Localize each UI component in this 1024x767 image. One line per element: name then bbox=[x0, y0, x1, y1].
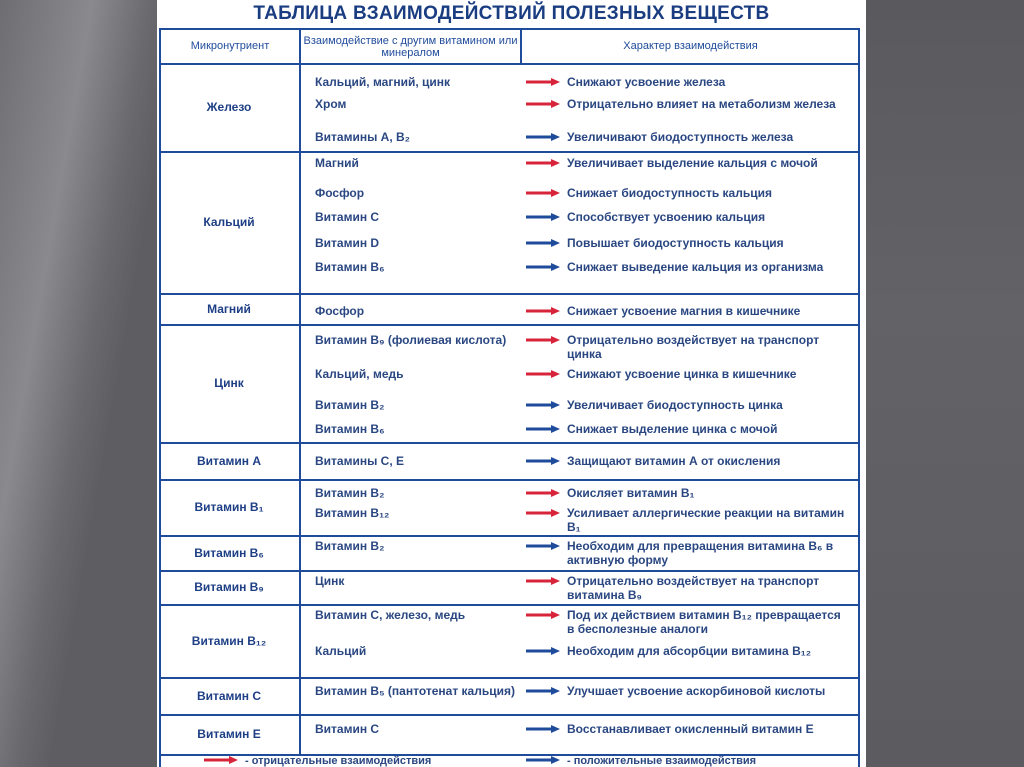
positive-arrow-icon bbox=[525, 541, 561, 551]
group-divider bbox=[159, 479, 860, 481]
negative-arrow-icon bbox=[525, 77, 561, 87]
positive-arrow-icon bbox=[525, 132, 561, 142]
interaction-partner: Фосфор bbox=[315, 304, 365, 318]
legend-negative-arrow-icon bbox=[203, 755, 239, 765]
legend-positive-arrow-icon bbox=[525, 755, 561, 765]
page-title: ТАБЛИЦА ВЗАИМОДЕЙСТВИЙ ПОЛЕЗНЫХ ВЕЩЕСТВ bbox=[253, 3, 770, 24]
interaction-partner: Хром bbox=[315, 97, 347, 111]
interaction-description: Увеличивает биодоступность цинка bbox=[567, 398, 783, 412]
micronutrient-name: Витамин B₉ bbox=[194, 580, 264, 594]
micronutrient-name: Железо bbox=[206, 100, 252, 114]
header-interaction: Взаимодействие с другим витамином или минералом bbox=[303, 35, 518, 59]
interaction-description: Окисляет витамин B₁ bbox=[567, 486, 695, 500]
interaction-partner: Витамин B₆ bbox=[315, 260, 385, 274]
interaction-description: Увеличивает выделение кальция с мочой bbox=[567, 156, 818, 170]
positive-arrow-icon bbox=[525, 400, 561, 410]
interaction-description: Отрицательно воздействует на транспорт витамина B₉ bbox=[567, 574, 820, 602]
interaction-description: Необходим для абсорбции витамина B₁₂ bbox=[567, 644, 812, 658]
positive-arrow-icon bbox=[525, 238, 561, 248]
interaction-partner: Витамин B₂ bbox=[315, 539, 385, 553]
micronutrient-name: Цинк bbox=[214, 376, 244, 390]
header-divider bbox=[159, 63, 860, 65]
interaction-description: Снижают усвоение цинка в кишечнике bbox=[567, 367, 797, 381]
interaction-description: Увеличивают биодоступность железа bbox=[567, 130, 794, 144]
negative-arrow-icon bbox=[525, 158, 561, 168]
group-divider bbox=[159, 677, 860, 679]
background-right bbox=[866, 0, 1024, 767]
negative-arrow-icon bbox=[525, 610, 561, 620]
micronutrient-name: Витамин А bbox=[196, 453, 262, 468]
positive-arrow-icon bbox=[525, 646, 561, 656]
interaction-description: Необходим для превращения витамина B₆ в активную форму bbox=[567, 539, 834, 567]
legend-positive-label: - положительные взаимодействия bbox=[567, 755, 757, 767]
negative-arrow-icon bbox=[525, 508, 561, 518]
negative-arrow-icon bbox=[525, 488, 561, 498]
negative-arrow-icon bbox=[525, 99, 561, 109]
group-divider bbox=[159, 570, 860, 572]
column-divider-2 bbox=[520, 28, 522, 64]
negative-arrow-icon bbox=[525, 306, 561, 316]
group-divider bbox=[159, 151, 860, 153]
interaction-description: Снижает усвоение магния в кишечнике bbox=[567, 304, 801, 318]
group-divider bbox=[159, 714, 860, 716]
micronutrient-name: Магний bbox=[207, 301, 251, 316]
interaction-description: Способствует усвоению кальция bbox=[567, 210, 766, 224]
column-divider-1 bbox=[299, 28, 301, 755]
positive-arrow-icon bbox=[525, 424, 561, 434]
micronutrient-name: Витамин B₆ bbox=[194, 545, 264, 560]
interaction-partner: Кальций, магний, цинк bbox=[315, 75, 451, 89]
negative-arrow-icon bbox=[525, 188, 561, 198]
negative-arrow-icon bbox=[525, 369, 561, 379]
interaction-partner: Витамин B₅ (пантотенат кальция) bbox=[315, 684, 515, 698]
interaction-partner: Витамин B₁₂ bbox=[315, 506, 390, 520]
micronutrient-name: Витамин B₁₂ bbox=[191, 633, 267, 648]
interaction-partner: Фосфор bbox=[315, 186, 365, 200]
interaction-partner: Витамин B₉ (фолиевая кислота) bbox=[315, 333, 507, 347]
group-divider bbox=[159, 535, 860, 537]
interaction-description: Защищают витамин А от окисления bbox=[567, 454, 781, 468]
interaction-partner: Витамин С bbox=[315, 722, 380, 736]
group-divider bbox=[159, 604, 860, 606]
interaction-description: Отрицательно влияет на метаболизм железа bbox=[567, 97, 836, 111]
interaction-description: Повышает биодоступность кальция bbox=[567, 236, 784, 250]
interaction-partner: Витамин С, железо, медь bbox=[315, 608, 466, 622]
group-divider bbox=[159, 293, 860, 295]
positive-arrow-icon bbox=[525, 262, 561, 272]
header-micronutrient: Микронутриент bbox=[190, 40, 270, 52]
micronutrient-name: Кальций bbox=[203, 215, 255, 229]
group-divider bbox=[159, 324, 860, 326]
interaction-description: Снижают усвоение железа bbox=[567, 75, 726, 89]
interaction-description: Отрицательно воздействует на транспорт цинка bbox=[567, 333, 820, 361]
micronutrient-name: Витамин С bbox=[196, 688, 262, 703]
interaction-partner: Витамины С, Е bbox=[315, 454, 405, 468]
slide bbox=[157, 0, 866, 767]
positive-arrow-icon bbox=[525, 724, 561, 734]
interaction-partner: Витамины А, B₂ bbox=[315, 130, 411, 144]
header-character: Характер взаимодействия bbox=[623, 40, 758, 52]
interaction-description: Под их действием витамин B₁₂ превращается в бесполезные аналоги bbox=[567, 608, 841, 636]
group-divider bbox=[159, 442, 860, 444]
interaction-description: Снижает выведение кальция из организма bbox=[567, 260, 824, 274]
interaction-partner: Витамин B₆ bbox=[315, 422, 385, 436]
positive-arrow-icon bbox=[525, 212, 561, 222]
positive-arrow-icon bbox=[525, 686, 561, 696]
negative-arrow-icon bbox=[525, 335, 561, 345]
interaction-partner: Цинк bbox=[315, 574, 345, 588]
legend-negative-label: - отрицательные взаимодействия bbox=[245, 755, 432, 767]
interaction-partner: Кальций bbox=[315, 644, 367, 658]
micronutrient-name: Витамин Е bbox=[197, 727, 261, 741]
interaction-partner: Витамин D bbox=[315, 236, 380, 250]
interaction-partner: Витамин B₂ bbox=[315, 486, 385, 500]
interaction-partner: Витамин B₂ bbox=[315, 398, 385, 412]
interaction-description: Усиливает аллергические реакции на витамин B₁ bbox=[567, 506, 845, 534]
interaction-partner: Витамин С bbox=[315, 210, 380, 224]
interaction-description: Снижает биодоступность кальция bbox=[567, 186, 772, 200]
legend bbox=[157, 755, 866, 767]
interaction-description: Улучшает усвоение аскорбиновой кислоты bbox=[567, 684, 826, 698]
negative-arrow-icon bbox=[525, 576, 561, 586]
interaction-partner: Магний bbox=[315, 156, 359, 170]
interaction-description: Снижает выделение цинка с мочой bbox=[567, 422, 778, 436]
micronutrient-name: Витамин B₁ bbox=[194, 500, 264, 514]
interaction-description: Восстанавливает окисленный витамин Е bbox=[567, 722, 814, 736]
interaction-partner: Кальций, медь bbox=[315, 367, 404, 381]
positive-arrow-icon bbox=[525, 456, 561, 466]
